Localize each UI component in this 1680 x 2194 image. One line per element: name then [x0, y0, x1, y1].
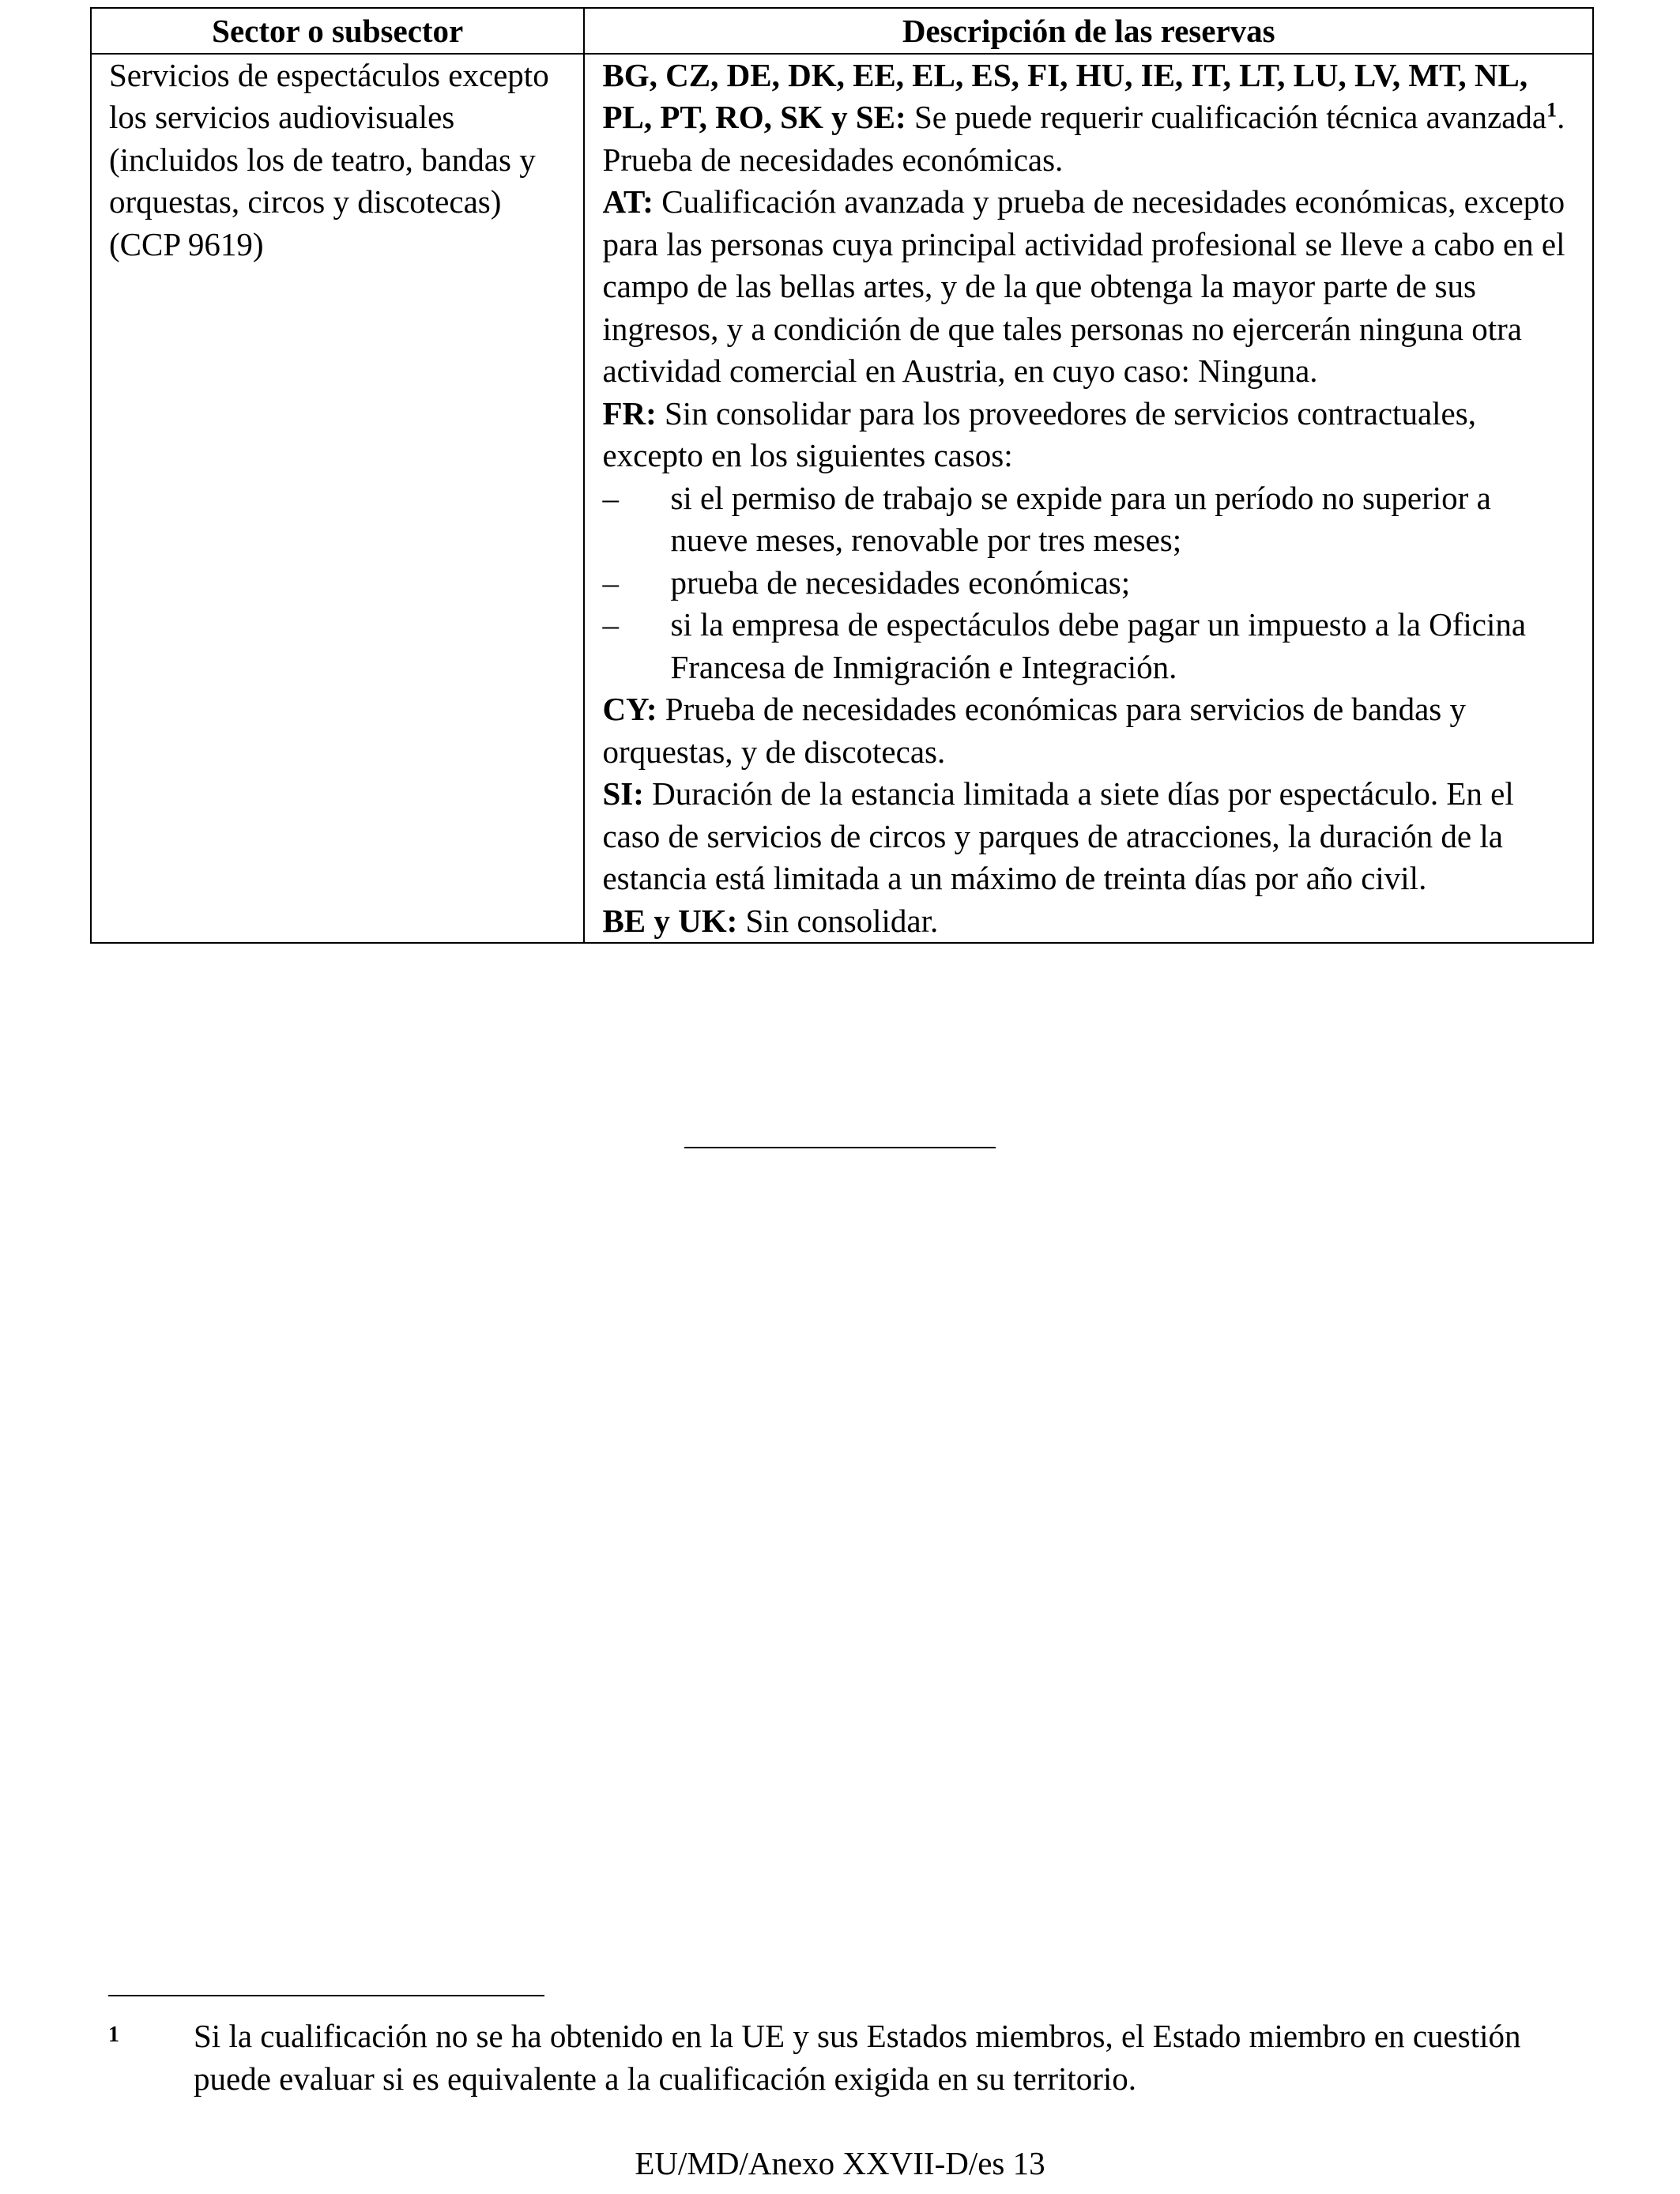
reservation-paragraph-si: [602, 773, 1575, 900]
table-row: [91, 54, 1593, 944]
list-item: [602, 604, 1575, 688]
reservation-text: Sin consolidar.: [737, 902, 939, 939]
reservation-text: Prueba de necesidades económicas para servicios de bandas y orquestas, y de discotecas.: [602, 691, 1467, 770]
country-codes: AT:: [602, 183, 654, 220]
reservation-text: Se puede requerir cualificación técnica avanzada: [906, 99, 1547, 135]
sector-cell: [91, 54, 584, 944]
footnote-reference[interactable]: 1: [1546, 98, 1558, 122]
reservation-paragraph-multi: [602, 55, 1575, 182]
list-item: [602, 477, 1575, 562]
reservation-text: . Prueba de necesidades económicas.: [602, 99, 1565, 178]
dash-marker: –: [602, 564, 619, 601]
reservation-text: Cualificación avanzada y prueba de necesidades económicas, excepto para las personas cuya principal actividad profesional se lleve a cabo en el campo de las bellas artes, y de la que obtenga la mayor parte de sus ingresos, y a condición de que tales personas no ejercerán ninguna otra actividad comercial en Austria, en cuyo caso: Ninguna.: [602, 183, 1565, 389]
table-header-row: [91, 8, 1593, 54]
reservation-paragraph-be-uk: [602, 900, 1575, 943]
footnote-number: 1: [108, 2022, 119, 2047]
list-item-text: si la empresa de espectáculos debe pagar un impuesto a la Oficina Francesa de Inmigración e Integración.: [670, 606, 1527, 685]
section-separator: [684, 1147, 996, 1148]
sector-text: Servicios de espectáculos excepto los servicios audiovisuales (incluidos los de teatro, bandas y orquestas, circos y discotecas): [109, 56, 549, 220]
reservation-paragraph-fr: [602, 393, 1575, 477]
fr-exceptions-list: [602, 477, 1575, 689]
reservation-paragraph-at: [602, 181, 1575, 393]
page-footer: EU/MD/Anexo XXVII-D/es 13: [635, 2145, 1045, 2181]
footnote-text: Si la cualificación no se ha obtenido en la UE y sus Estados miembros, el Estado miembro en cuestión puede evaluar si es equivalente a la cualificación exigida en su territorio.: [194, 2018, 1521, 2097]
header-description: Descripción de las reservas: [584, 8, 1593, 54]
list-item: [602, 562, 1575, 605]
footnote-divider: [108, 1995, 544, 1996]
dash-marker: –: [602, 606, 619, 643]
reservations-table: [90, 7, 1594, 944]
reservation-text: Duración de la estancia limitada a siete días por espectáculo. En el caso de servicios de circos y parques de atracciones, la duración de la estancia está limitada a un máximo de treinta días por año civil.: [602, 775, 1514, 896]
footnote: [108, 2015, 1578, 2100]
country-codes: FR:: [602, 394, 657, 432]
country-codes: BE y UK:: [602, 902, 738, 939]
country-codes: BG, CZ, DE, DK, EE, EL, ES, FI, HU, IE, IT, LT, LU, LV, MT, NL, PL, PT, RO, SK y SE:: [602, 56, 1528, 135]
reservation-paragraph-cy: [602, 688, 1575, 773]
list-item-text: prueba de necesidades económicas;: [670, 564, 1131, 601]
country-codes: CY:: [602, 691, 657, 727]
reservation-text: Sin consolidar para los proveedores de servicios contractuales, excepto en los siguientes casos:: [602, 394, 1476, 473]
country-codes: SI:: [602, 775, 644, 812]
dash-marker: –: [602, 479, 619, 516]
description-cell: [584, 54, 1593, 944]
header-sector: Sector o subsector: [91, 8, 584, 54]
list-item-text: si el permiso de trabajo se expide para un período no superior a nueve meses, renovable por tres meses;: [670, 479, 1491, 558]
sector-code: (CCP 9619): [109, 225, 264, 262]
